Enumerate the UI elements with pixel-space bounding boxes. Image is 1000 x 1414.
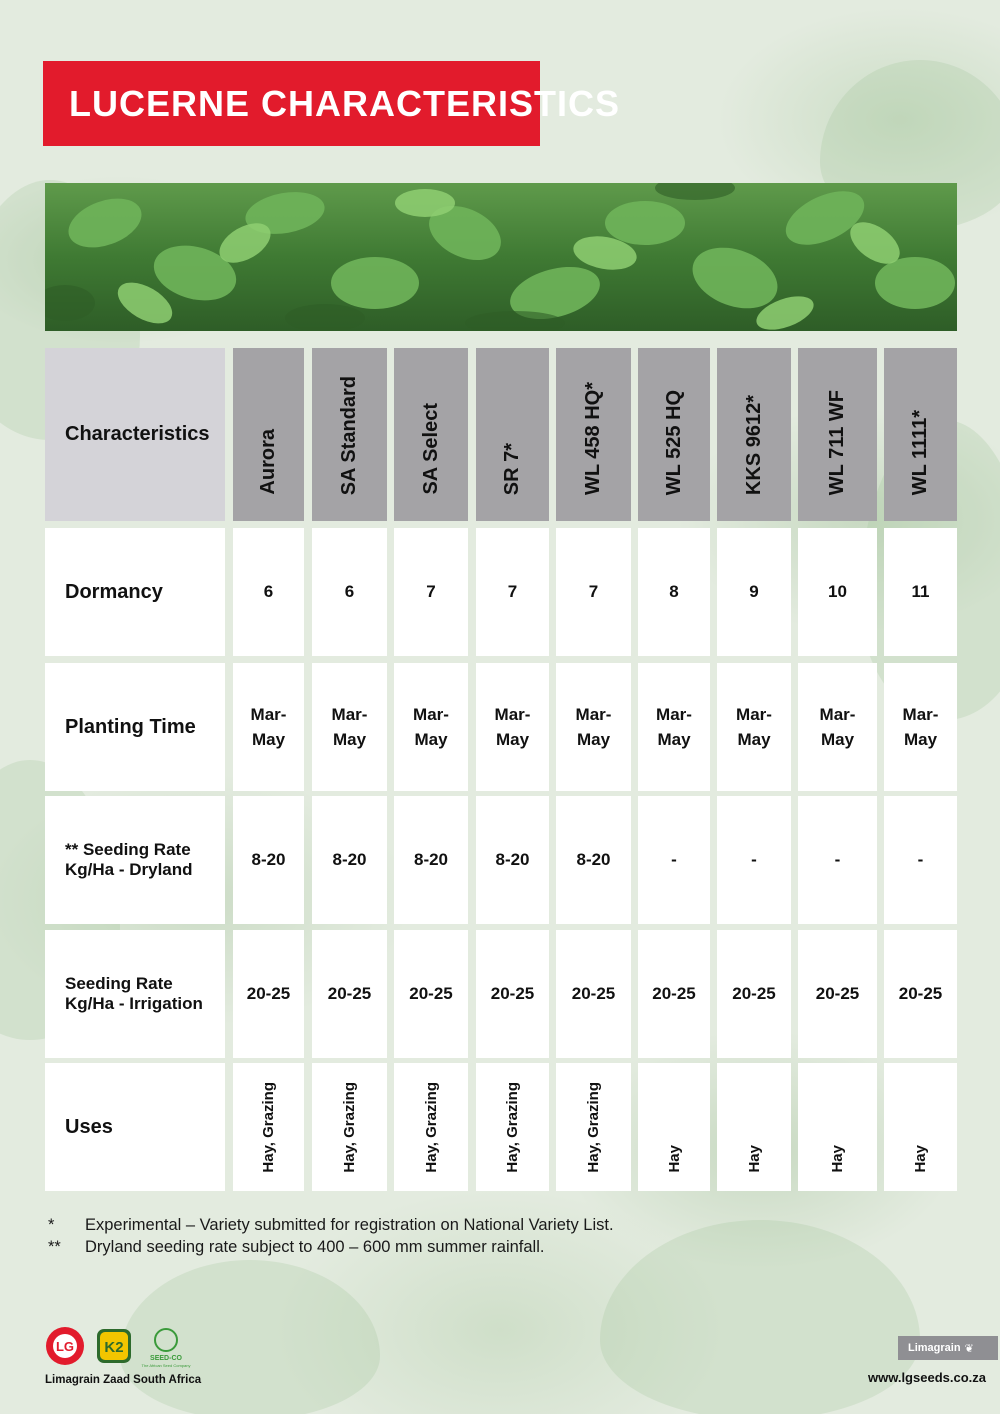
row-label-cell <box>45 528 225 656</box>
variety-header <box>394 348 468 521</box>
cell-value: 11 <box>911 582 930 601</box>
cell-value: Mar- May <box>331 705 368 749</box>
table-cell <box>717 528 791 656</box>
row-label: Dormancy <box>65 580 163 603</box>
header-label-cell <box>45 348 225 521</box>
svg-text:SEED-CO: SEED-CO <box>150 1355 182 1362</box>
row-label-cell <box>45 1063 225 1191</box>
footnote <box>48 1214 614 1236</box>
cell-value: 20-25 <box>652 984 696 1003</box>
cell-value: 20-25 <box>732 984 776 1003</box>
cell-value: 8 <box>669 582 679 601</box>
seed-co-logo <box>142 1329 191 1368</box>
cell-value: 7 <box>588 582 599 601</box>
page-title: LUCERNE CHARACTERISTICS <box>69 83 621 124</box>
table-cell <box>476 1063 549 1191</box>
footnotes <box>48 1214 614 1258</box>
lucerne-photo <box>45 183 957 331</box>
variety-header <box>233 348 304 521</box>
table-cell <box>312 663 387 791</box>
cell-value: Mar- May <box>575 705 612 749</box>
footnote-text: Dryland seeding rate subject to 400 – 600 mm summer rainfall. <box>85 1238 545 1256</box>
brand-label: Limagrain <box>908 1342 961 1354</box>
table-cell <box>717 930 791 1058</box>
cell-value: Hay, Grazing <box>341 1082 358 1173</box>
table-cell <box>233 796 304 924</box>
row-label: ** Seeding Rate Kg/Ha - Dryland <box>65 840 193 879</box>
variety-header <box>476 348 549 521</box>
table-cell <box>556 1063 631 1191</box>
footnote-symbol: * <box>48 1216 55 1234</box>
cell-value: 8-20 <box>251 850 286 869</box>
table-cell <box>312 528 387 656</box>
table-cell <box>798 528 877 656</box>
variety-header <box>312 348 387 521</box>
cell-value: 6 <box>344 582 355 601</box>
variety-header <box>556 348 631 521</box>
variety-name: WL 711 WF <box>826 389 848 495</box>
table-cell <box>798 930 877 1058</box>
row-label-cell <box>45 930 225 1058</box>
table-cell <box>394 930 468 1058</box>
cell-value: 8-20 <box>332 850 367 869</box>
table-cell <box>476 528 549 656</box>
table-cell <box>394 663 468 791</box>
variety-name: SA Select <box>419 403 442 495</box>
table-cell <box>884 930 957 1058</box>
variety-name: SA Standard <box>338 375 360 495</box>
cell-value: Hay, Grazing <box>504 1082 521 1173</box>
table-cell <box>556 528 631 656</box>
variety-name: KKS 9612* <box>742 394 765 495</box>
table-cell <box>638 1063 710 1191</box>
variety-name: SR 7* <box>501 442 523 495</box>
cell-value: 8-20 <box>413 850 449 869</box>
cell-value: 20-25 <box>571 984 616 1003</box>
lg-logo <box>46 1327 84 1365</box>
cell-value: 8-20 <box>495 850 530 869</box>
table-cell <box>476 663 549 791</box>
cell-value: 20-25 <box>409 984 453 1003</box>
svg-text:K2: K2 <box>104 1339 124 1356</box>
cell-value: Mar- May <box>819 705 856 749</box>
svg-text:The African Seed Company: The African Seed Company <box>141 1363 191 1368</box>
table-cell <box>312 796 387 924</box>
limagrain-leaf-icon: ❦ <box>964 1342 974 1355</box>
website-link[interactable]: www.lgseeds.co.za <box>867 1370 986 1385</box>
table-cell <box>556 796 631 924</box>
table-cell <box>884 1063 957 1191</box>
cell-value: Mar- May <box>656 705 692 749</box>
cell-value: 20-25 <box>246 984 291 1003</box>
table-cell <box>394 1063 468 1191</box>
table-cell <box>884 663 957 791</box>
cell-value: - <box>917 850 924 869</box>
footer-logos <box>45 1326 205 1386</box>
title-banner <box>43 61 621 146</box>
limagrain-badge <box>898 1336 998 1360</box>
variety-header <box>717 348 791 521</box>
company-name: Limagrain Zaad South Africa <box>45 1374 202 1386</box>
svg-text:LG: LG <box>55 1339 75 1354</box>
variety-header <box>798 348 877 521</box>
table-cell <box>638 796 710 924</box>
cell-value: 20-25 <box>327 984 372 1003</box>
table-cell <box>476 930 549 1058</box>
variety-name: WL 1111* <box>909 409 931 495</box>
cell-value: 10 <box>828 582 847 601</box>
table-cell <box>798 1063 877 1191</box>
cell-value: Hay, Grazing <box>585 1082 602 1173</box>
cell-value: 6 <box>263 582 274 601</box>
table-cell <box>312 930 387 1058</box>
row-label-cell <box>45 796 225 924</box>
row-label: Planting Time <box>65 715 196 738</box>
cell-value: Hay <box>745 1145 763 1173</box>
variety-header <box>638 348 710 521</box>
table-cell <box>717 663 791 791</box>
table-cell <box>638 930 710 1058</box>
table-cell <box>394 528 468 656</box>
cell-value: 7 <box>507 582 518 601</box>
cell-value: - <box>671 850 677 869</box>
cell-value: 7 <box>426 582 436 601</box>
cell-value: 20-25 <box>490 984 535 1003</box>
header-label: Characteristics <box>65 423 210 445</box>
row-label-cell <box>45 663 225 791</box>
table-cell <box>476 796 549 924</box>
cell-value: Mar- May <box>902 705 939 749</box>
table-cell <box>884 796 957 924</box>
cell-value: 20-25 <box>815 984 860 1003</box>
table-cell <box>638 528 710 656</box>
cell-value: - <box>834 850 841 869</box>
cell-value: Mar- May <box>413 705 449 749</box>
table-cell <box>312 1063 387 1191</box>
table-cell <box>233 528 304 656</box>
table-cell <box>798 663 877 791</box>
table-cell <box>717 796 791 924</box>
table-cell <box>884 528 957 656</box>
variety-name: WL 525 HQ <box>662 389 685 495</box>
table-cell <box>556 663 631 791</box>
table-cell <box>717 1063 791 1191</box>
footnote-symbol: ** <box>48 1238 61 1256</box>
table-cell <box>233 663 304 791</box>
cell-value: Mar- May <box>494 705 531 749</box>
table-cell <box>394 796 468 924</box>
cell-value: Hay <box>665 1145 683 1173</box>
cell-value: Hay <box>912 1145 929 1173</box>
cell-value: Hay, Grazing <box>422 1082 440 1173</box>
cell-value: Mar- May <box>250 705 287 749</box>
variety-header <box>884 348 957 521</box>
partner-logos <box>45 1326 205 1370</box>
cell-value: 8-20 <box>576 850 611 869</box>
table-cell <box>233 930 304 1058</box>
footnote-text: Experimental – Variety submitted for registration on National Variety List. <box>85 1216 614 1234</box>
footnote <box>48 1236 614 1258</box>
row-label: Seeding Rate Kg/Ha - Irrigation <box>65 974 203 1013</box>
row-label: Uses <box>65 1115 113 1138</box>
variety-name: Aurora <box>257 429 279 495</box>
table-cell <box>638 663 710 791</box>
cell-value: Hay <box>829 1145 846 1173</box>
cell-value: 20-25 <box>898 984 943 1003</box>
table-cell <box>798 796 877 924</box>
table-cell <box>233 1063 304 1191</box>
cell-value: 9 <box>749 582 759 601</box>
table-cell <box>556 930 631 1058</box>
cell-value: Mar- May <box>736 705 772 749</box>
k2-logo <box>97 1329 131 1363</box>
variety-name: WL 458 HQ* <box>582 382 604 495</box>
cell-value: - <box>751 850 757 869</box>
cell-value: Hay, Grazing <box>260 1082 277 1173</box>
